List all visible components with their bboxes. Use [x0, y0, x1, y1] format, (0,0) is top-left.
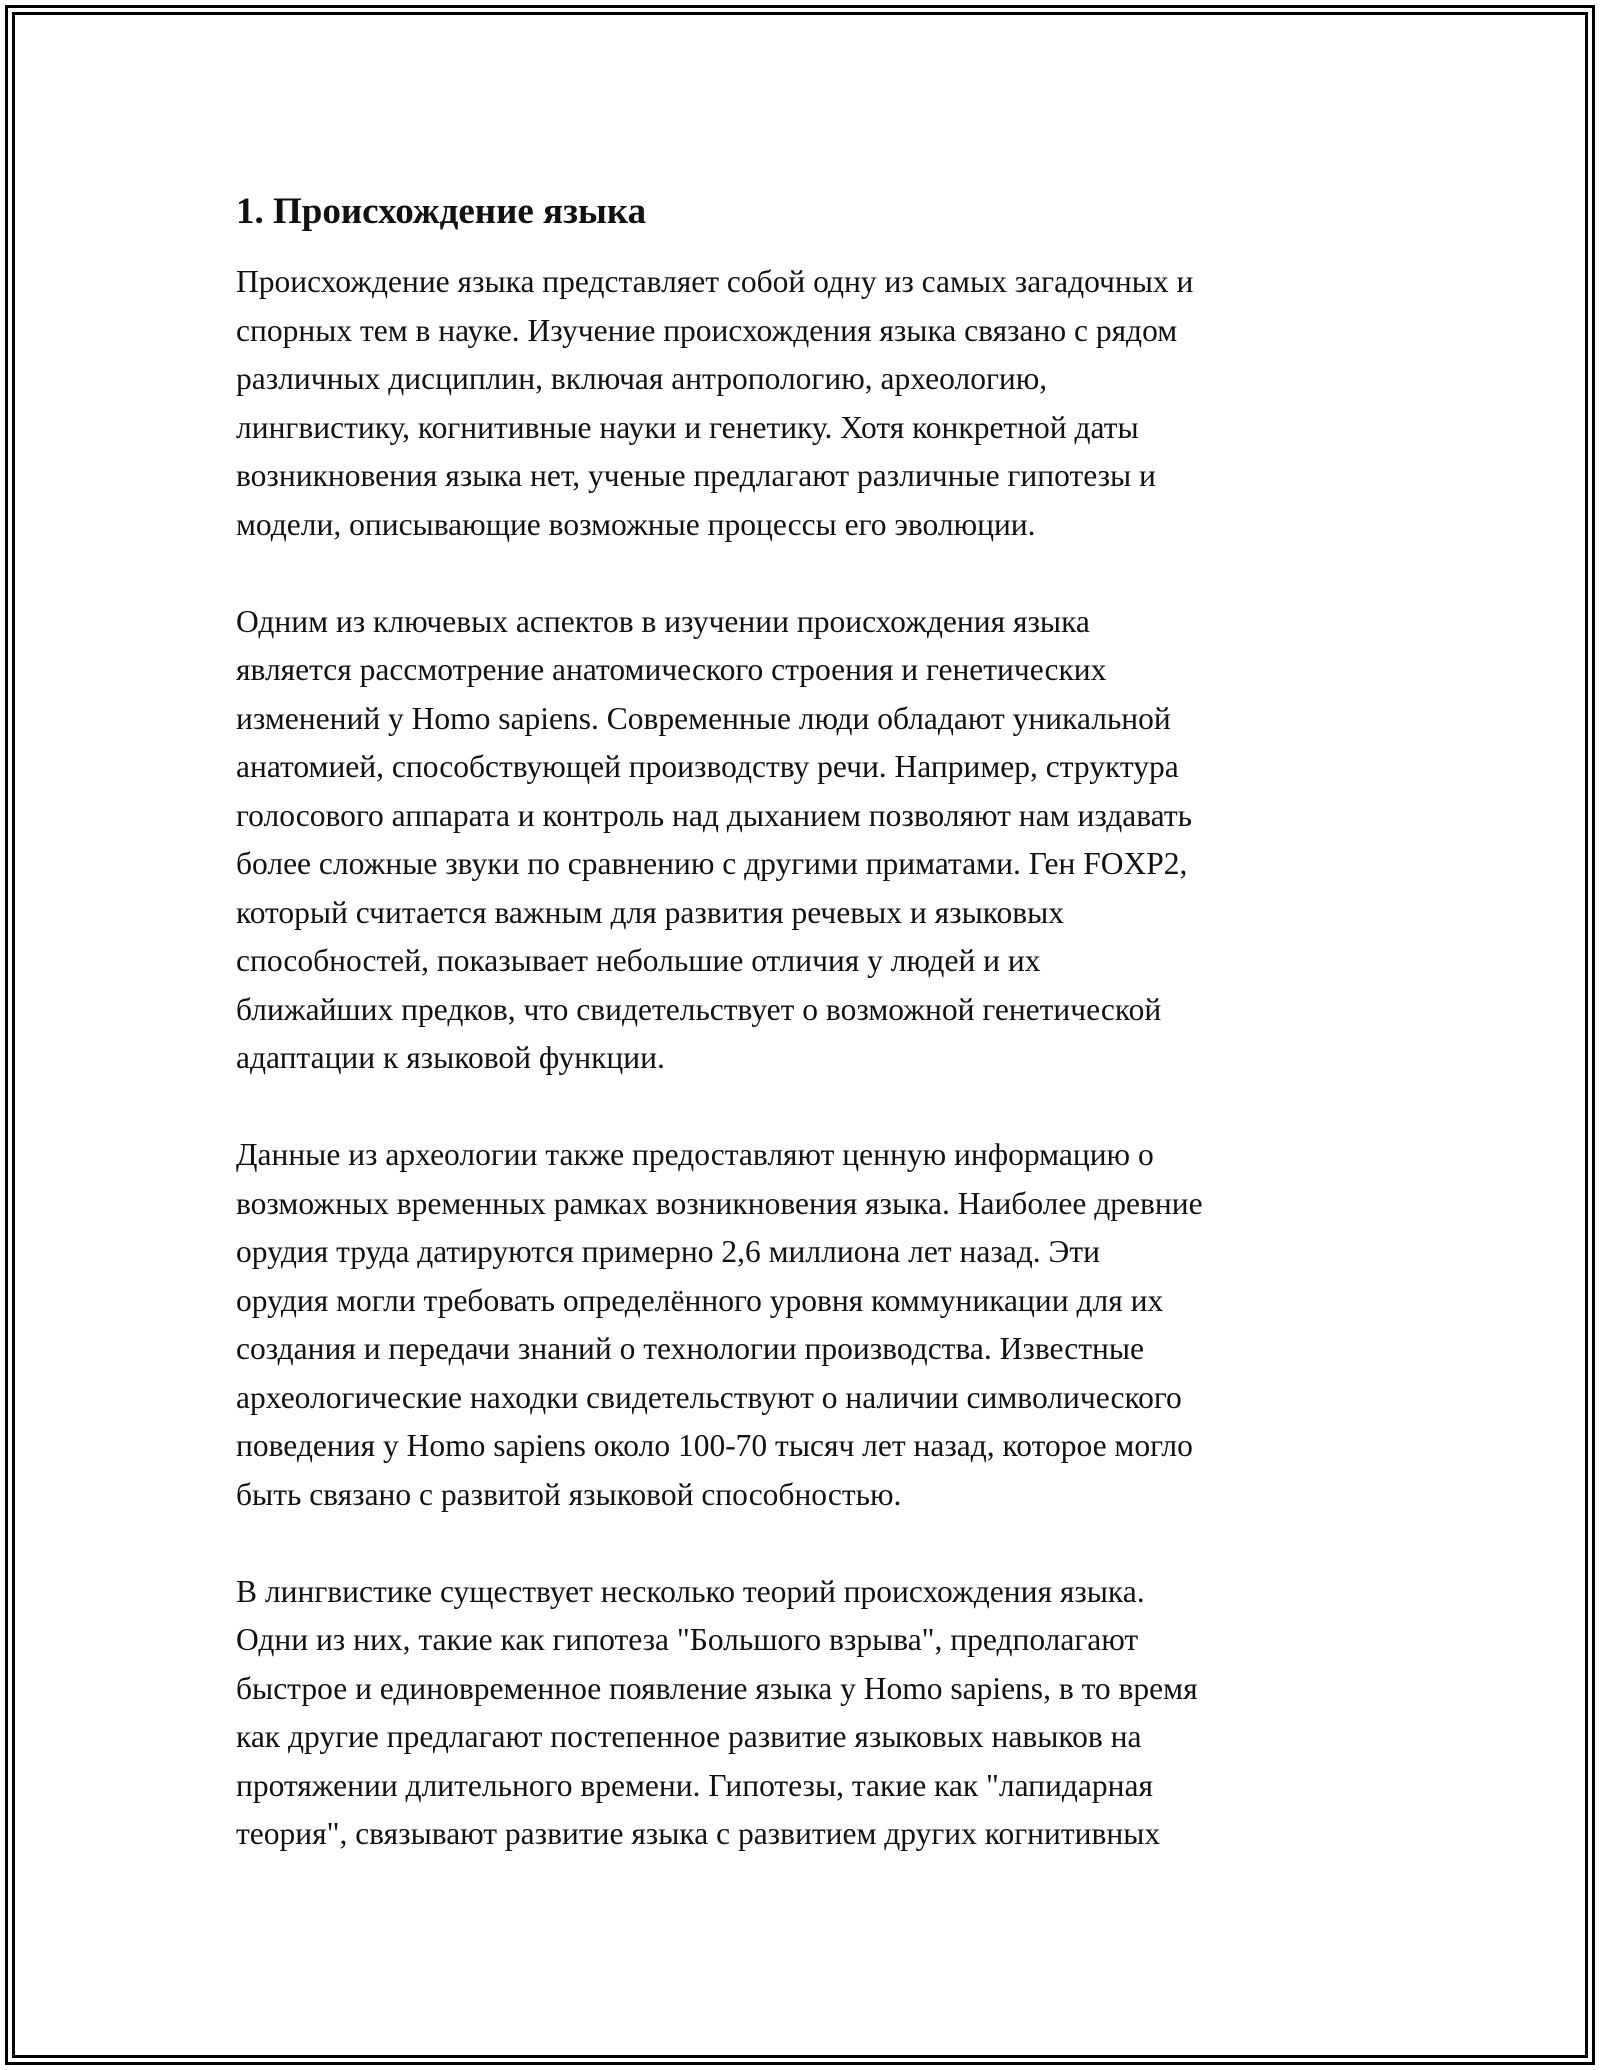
text-line: спорных тем в науке. Изучение происхождения языка связано с рядом — [236, 312, 1178, 348]
text-line: Происхождение языка представляет собой одну из самых загадочных и — [236, 264, 1194, 299]
section-title: 1. Происхождение языка — [236, 191, 647, 232]
text-line: изменений у Homo sapiens. Современные люди обладают уникальной — [236, 700, 1171, 736]
text-line: адаптации к языковой функции. — [236, 1040, 665, 1075]
text-line: Данные из археологии также предоставляют ценную информацию о — [236, 1137, 1154, 1172]
text-line: орудия труда датируются примерно 2,6 миллиона лет назад. Эти — [236, 1234, 1100, 1269]
text-line: создания и передачи знаний о технологии производства. Известные — [236, 1331, 1145, 1366]
text-line: орудия могли требовать определённого уровня коммуникации для их — [236, 1282, 1164, 1318]
text-line: возникновения языка нет, ученые предлагают различные гипотезы и — [236, 458, 1156, 493]
text-line: В лингвистике существует несколько теорий происхождения языка. — [236, 1573, 1145, 1609]
text-line: модели, описывающие возможные процессы его эволюции. — [236, 506, 1036, 542]
text-line: теория", связывают развитие языка с развитием других когнитивных — [236, 1816, 1161, 1851]
text-line: является рассмотрение анатомического строения и генетических — [236, 652, 1107, 687]
text-line: Одним из ключевых аспектов в изучении происхождения языка — [236, 603, 1090, 639]
text-line: возможных временных рамках возникновения языка. Наиболее древние — [236, 1185, 1203, 1221]
text-line: ближайших предков, что свидетельствует о возможной генетической — [236, 991, 1162, 1027]
text-line: быть связано с развитой языковой способностью. — [236, 1476, 902, 1512]
text-line: способностей, показывает небольшие отличия у людей и их — [236, 943, 1041, 978]
text-line: как другие предлагают постепенное развитие языковых навыков на — [236, 1719, 1142, 1754]
text-line: Одни из них, такие как гипотеза "Большого взрыва", предполагают — [236, 1622, 1139, 1657]
text-line: голосового аппарата и контроль над дыханием позволяют нам издавать — [236, 797, 1192, 833]
text-line: анатомией, способствующей производству речи. Например, структура — [236, 749, 1179, 784]
text-line: быстрое и единовременное появление языка у Homo sapiens, в то время — [236, 1670, 1198, 1706]
paragraph-1 — [236, 258, 1376, 549]
paragraph-4 — [236, 1568, 1376, 1859]
paragraph-3 — [236, 1131, 1376, 1519]
paragraph-2 — [236, 598, 1376, 1083]
text-line: археологические находки свидетельствуют о наличии символического — [236, 1379, 1182, 1415]
text-line: более сложные звуки по сравнению с другими приматами. Ген FOXP2, — [236, 846, 1188, 881]
text-line: который считается важным для развития речевых и языковых — [236, 894, 1064, 930]
text-line: протяжении длительного времени. Гипотезы, такие как "лапидарная — [236, 1767, 1153, 1803]
text-line: поведения у Homo sapiens около 100-70 тысяч лет назад, которое могло — [236, 1428, 1193, 1463]
text-line: различных дисциплин, включая антропологию, археологию, — [236, 361, 1048, 396]
text-line: лингвистику, когнитивные науки и генетику. Хотя конкретной даты — [236, 409, 1139, 445]
document-body — [236, 188, 1376, 1907]
